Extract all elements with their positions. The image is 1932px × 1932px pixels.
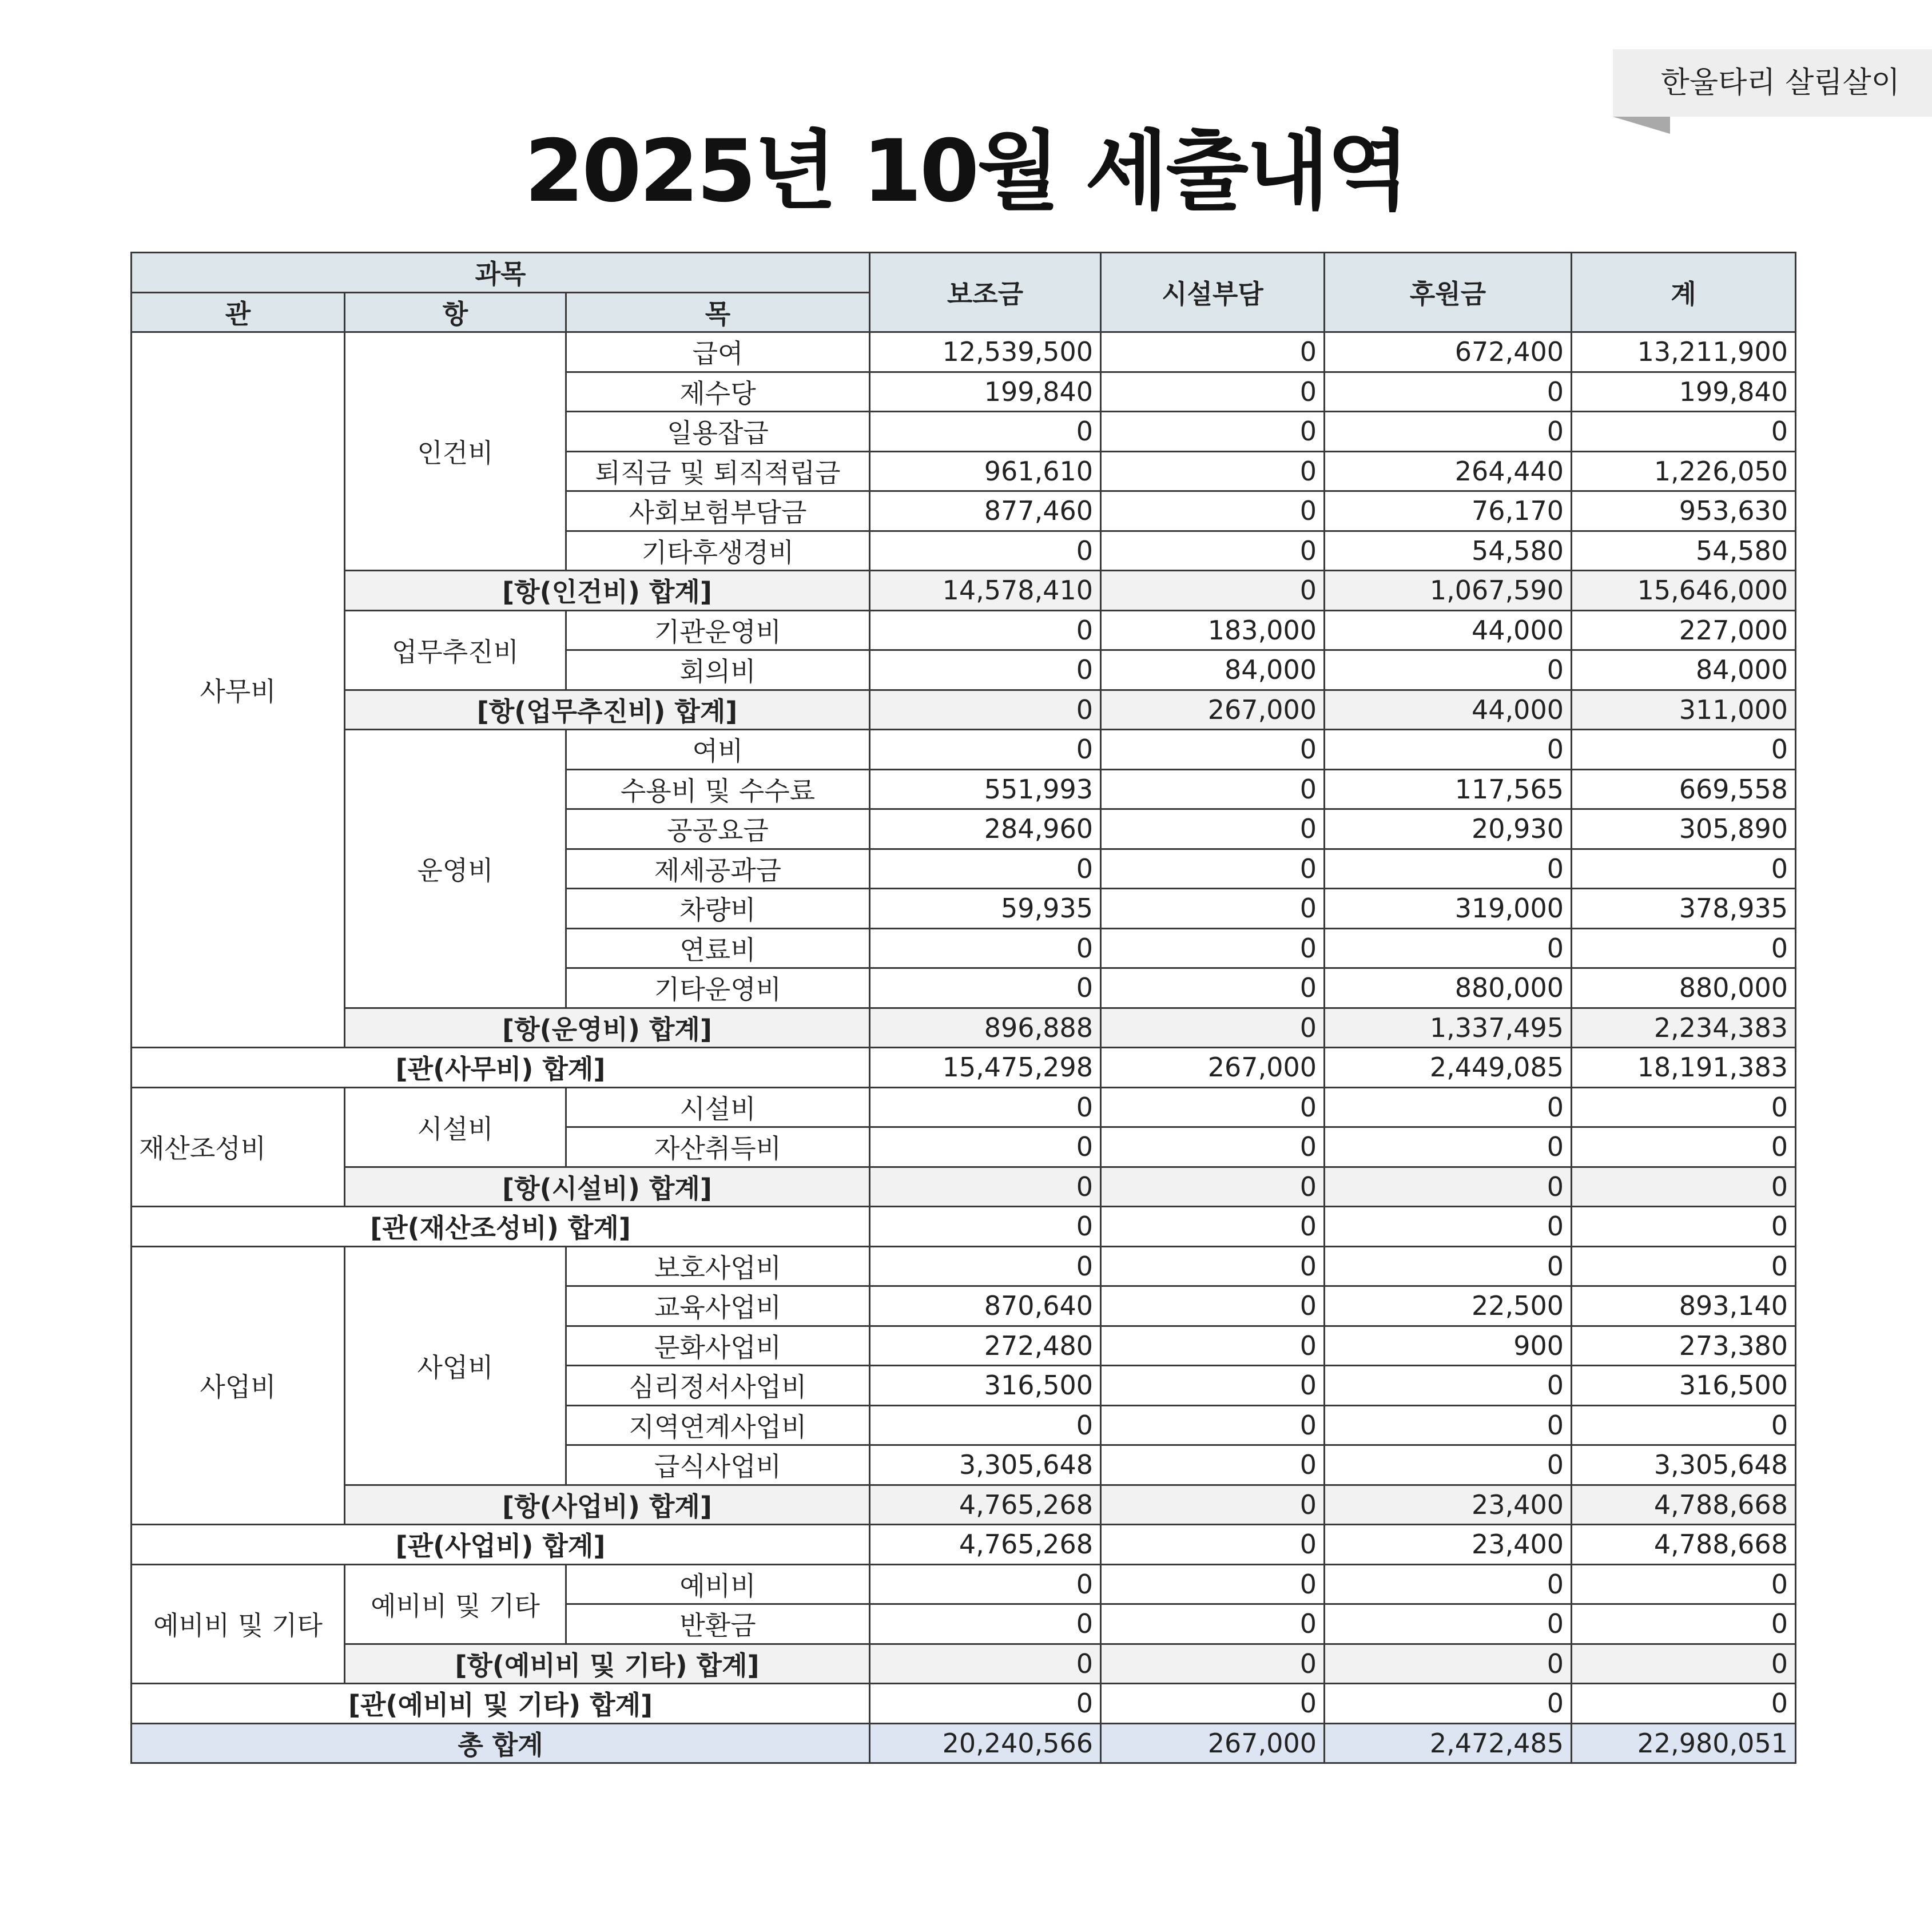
subtotal-row	[132, 690, 1796, 730]
donation-cell: 0	[1325, 928, 1572, 968]
grand-total-label: 총 합계	[132, 1723, 870, 1763]
table-row	[132, 1087, 1796, 1127]
hang-facility: 시설비	[345, 1087, 566, 1167]
header-gwan: 관	[132, 292, 345, 332]
total-cell: 0	[1572, 849, 1796, 889]
total-cell: 880,000	[1572, 968, 1796, 1008]
facility-cell: 0	[1101, 531, 1325, 571]
subsidy-cell: 0	[870, 730, 1101, 770]
subtotal-label: [항(업무추진비) 합계]	[345, 690, 870, 730]
subsidy-cell: 0	[870, 968, 1101, 1008]
facility-cell: 0	[1101, 809, 1325, 849]
facility-cell: 0	[1101, 1644, 1325, 1684]
donation-cell: 880,000	[1325, 968, 1572, 1008]
mok-label: 퇴직금 및 퇴직적립금	[566, 451, 870, 491]
total-cell: 893,140	[1572, 1286, 1796, 1326]
total-cell: 1,226,050	[1572, 451, 1796, 491]
mok-label: 심리정서사업비	[566, 1366, 870, 1406]
mok-label: 회의비	[566, 650, 870, 690]
mok-label: 지역연계사업비	[566, 1405, 870, 1445]
total-cell: 84,000	[1572, 650, 1796, 690]
donation-cell: 0	[1325, 730, 1572, 770]
facility-cell: 0	[1101, 928, 1325, 968]
table-row	[132, 730, 1796, 770]
total-cell: 305,890	[1572, 809, 1796, 849]
group-total-label: [관(재산조성비) 합계]	[132, 1207, 870, 1247]
facility-cell: 0	[1101, 451, 1325, 491]
subsidy-cell: 4,765,268	[870, 1525, 1101, 1565]
facility-cell: 0	[1101, 730, 1325, 770]
group-total-row	[132, 1684, 1796, 1724]
donation-cell: 0	[1325, 372, 1572, 412]
facility-cell: 0	[1101, 1684, 1325, 1724]
donation-cell: 0	[1325, 1127, 1572, 1167]
total-cell: 18,191,383	[1572, 1048, 1796, 1088]
mok-label: 일용잡급	[566, 412, 870, 452]
total-cell: 0	[1572, 1684, 1796, 1724]
facility-cell: 0	[1101, 1207, 1325, 1247]
donation-cell: 0	[1325, 1167, 1572, 1207]
facility-cell: 267,000	[1101, 1048, 1325, 1088]
mok-label: 제수당	[566, 372, 870, 412]
mok-label: 기타운영비	[566, 968, 870, 1008]
subtotal-label: [항(시설비) 합계]	[345, 1167, 870, 1207]
total-cell: 22,980,051	[1572, 1723, 1796, 1763]
hang-operation: 운영비	[345, 730, 566, 1008]
donation-cell: 0	[1325, 1207, 1572, 1247]
donation-cell: 0	[1325, 1684, 1572, 1724]
facility-cell: 0	[1101, 1127, 1325, 1167]
header-donation: 후원금	[1325, 253, 1572, 332]
subsidy-cell: 0	[870, 1087, 1101, 1127]
group-total-label: [관(사무비) 합계]	[132, 1048, 870, 1088]
header-subject: 과목	[132, 253, 870, 293]
facility-cell: 0	[1101, 769, 1325, 809]
mok-label: 기타후생경비	[566, 531, 870, 571]
donation-cell: 22,500	[1325, 1286, 1572, 1326]
donation-cell: 0	[1325, 1405, 1572, 1445]
facility-cell: 0	[1101, 1405, 1325, 1445]
facility-cell: 0	[1101, 1008, 1325, 1048]
total-cell: 13,211,900	[1572, 332, 1796, 372]
donation-cell: 44,000	[1325, 690, 1572, 730]
mok-label: 제세공과금	[566, 849, 870, 889]
subsidy-cell: 0	[870, 412, 1101, 452]
total-cell: 0	[1572, 1167, 1796, 1207]
total-cell: 273,380	[1572, 1326, 1796, 1366]
donation-cell: 23,400	[1325, 1485, 1572, 1525]
facility-cell: 0	[1101, 1485, 1325, 1525]
total-cell: 227,000	[1572, 610, 1796, 650]
hang-personnel: 인건비	[345, 332, 566, 571]
subsidy-cell: 0	[870, 1167, 1101, 1207]
donation-cell: 0	[1325, 650, 1572, 690]
subsidy-cell: 870,640	[870, 1286, 1101, 1326]
subsidy-cell: 199,840	[870, 372, 1101, 412]
subtotal-label: [항(예비비 및 기타) 합계]	[345, 1644, 870, 1684]
table-row	[132, 1246, 1796, 1286]
subsidy-cell: 59,935	[870, 889, 1101, 929]
mok-label: 연료비	[566, 928, 870, 968]
donation-cell: 20,930	[1325, 809, 1572, 849]
subsidy-cell: 896,888	[870, 1008, 1101, 1048]
subsidy-cell: 0	[870, 610, 1101, 650]
donation-cell: 54,580	[1325, 531, 1572, 571]
gwan-property: 재산조성비	[132, 1087, 345, 1207]
total-cell: 199,840	[1572, 372, 1796, 412]
mok-label: 반환금	[566, 1604, 870, 1644]
subtotal-label: [항(인건비) 합계]	[345, 571, 870, 611]
total-cell: 4,788,668	[1572, 1485, 1796, 1525]
mok-label: 사회보험부담금	[566, 491, 870, 531]
donation-cell: 0	[1325, 1445, 1572, 1485]
total-cell: 15,646,000	[1572, 571, 1796, 611]
group-total-row	[132, 1048, 1796, 1088]
total-cell: 669,558	[1572, 769, 1796, 809]
header-total: 계	[1572, 253, 1796, 332]
group-total-row	[132, 1525, 1796, 1565]
facility-cell: 267,000	[1101, 1723, 1325, 1763]
facility-cell: 84,000	[1101, 650, 1325, 690]
donation-cell: 0	[1325, 1564, 1572, 1604]
group-total-row	[132, 1207, 1796, 1247]
donation-cell: 76,170	[1325, 491, 1572, 531]
subsidy-cell: 0	[870, 1644, 1101, 1684]
facility-cell: 0	[1101, 1445, 1325, 1485]
mok-label: 자산취득비	[566, 1127, 870, 1167]
subsidy-cell: 0	[870, 1684, 1101, 1724]
header-hang: 항	[345, 292, 566, 332]
header-mok: 목	[566, 292, 870, 332]
facility-cell: 0	[1101, 332, 1325, 372]
donation-cell: 0	[1325, 1246, 1572, 1286]
mok-label: 차량비	[566, 889, 870, 929]
total-cell: 0	[1572, 1604, 1796, 1644]
subsidy-cell: 0	[870, 849, 1101, 889]
subsidy-cell: 284,960	[870, 809, 1101, 849]
donation-cell: 0	[1325, 1604, 1572, 1644]
subsidy-cell: 272,480	[870, 1326, 1101, 1366]
donation-cell: 900	[1325, 1326, 1572, 1366]
group-total-label: [관(예비비 및 기타) 합계]	[132, 1684, 870, 1724]
facility-cell: 0	[1101, 1087, 1325, 1127]
subsidy-cell: 0	[870, 1405, 1101, 1445]
donation-cell: 1,337,495	[1325, 1008, 1572, 1048]
mok-label: 급여	[566, 332, 870, 372]
donation-cell: 0	[1325, 412, 1572, 452]
donation-cell: 23,400	[1325, 1525, 1572, 1565]
total-cell: 0	[1572, 730, 1796, 770]
subsidy-cell: 12,539,500	[870, 332, 1101, 372]
subsidy-cell: 4,765,268	[870, 1485, 1101, 1525]
donation-cell: 0	[1325, 1087, 1572, 1127]
facility-cell: 0	[1101, 372, 1325, 412]
donation-cell: 2,472,485	[1325, 1723, 1572, 1763]
subsidy-cell: 0	[870, 690, 1101, 730]
donation-cell: 44,000	[1325, 610, 1572, 650]
total-cell: 0	[1572, 1087, 1796, 1127]
donation-cell: 117,565	[1325, 769, 1572, 809]
subsidy-cell: 0	[870, 531, 1101, 571]
mok-label: 시설비	[566, 1087, 870, 1127]
facility-cell: 0	[1101, 1246, 1325, 1286]
subtotal-label: [항(운영비) 합계]	[345, 1008, 870, 1048]
section-badge: 한울타리 살림살이	[1613, 49, 1932, 117]
subsidy-cell: 0	[870, 1127, 1101, 1167]
total-cell: 378,935	[1572, 889, 1796, 929]
facility-cell: 0	[1101, 1604, 1325, 1644]
gwan-office: 사무비	[132, 332, 345, 1048]
header-subsidy: 보조금	[870, 253, 1101, 332]
subsidy-cell: 0	[870, 1604, 1101, 1644]
subsidy-cell: 0	[870, 1564, 1101, 1604]
subtotal-row	[132, 1167, 1796, 1207]
table-row	[132, 610, 1796, 650]
hang-promotion: 업무추진비	[345, 610, 566, 690]
donation-cell: 0	[1325, 1644, 1572, 1684]
mok-label: 예비비	[566, 1564, 870, 1604]
total-cell: 0	[1572, 928, 1796, 968]
subsidy-cell: 20,240,566	[870, 1723, 1101, 1763]
mok-label: 공공요금	[566, 809, 870, 849]
header-facility: 시설부담	[1101, 253, 1325, 332]
subtotal-row	[132, 571, 1796, 611]
grand-total-row	[132, 1723, 1796, 1763]
page-title: 2025년 10월 세출내역	[524, 122, 1408, 221]
subsidy-cell: 551,993	[870, 769, 1101, 809]
facility-cell: 0	[1101, 1286, 1325, 1326]
facility-cell: 0	[1101, 1564, 1325, 1604]
subsidy-cell: 0	[870, 1207, 1101, 1247]
facility-cell: 0	[1101, 1525, 1325, 1565]
subsidy-cell: 961,610	[870, 451, 1101, 491]
donation-cell: 672,400	[1325, 332, 1572, 372]
total-cell: 0	[1572, 1246, 1796, 1286]
facility-cell: 0	[1101, 968, 1325, 1008]
facility-cell: 0	[1101, 1167, 1325, 1207]
total-cell: 0	[1572, 412, 1796, 452]
subsidy-cell: 15,475,298	[870, 1048, 1101, 1088]
total-cell: 0	[1572, 1207, 1796, 1247]
facility-cell: 0	[1101, 889, 1325, 929]
total-cell: 54,580	[1572, 531, 1796, 571]
facility-cell: 0	[1101, 1366, 1325, 1406]
subsidy-cell: 316,500	[870, 1366, 1101, 1406]
mok-label: 보호사업비	[566, 1246, 870, 1286]
subtotal-label: [항(사업비) 합계]	[345, 1485, 870, 1525]
facility-cell: 0	[1101, 571, 1325, 611]
subtotal-row	[132, 1644, 1796, 1684]
group-total-label: [관(사업비) 합계]	[132, 1525, 870, 1565]
mok-label: 문화사업비	[566, 1326, 870, 1366]
hang-business: 사업비	[345, 1246, 566, 1485]
facility-cell: 0	[1101, 1326, 1325, 1366]
total-cell: 0	[1572, 1564, 1796, 1604]
donation-cell: 0	[1325, 849, 1572, 889]
gwan-business: 사업비	[132, 1246, 345, 1525]
table-row	[132, 332, 1796, 372]
facility-cell: 0	[1101, 849, 1325, 889]
total-cell: 0	[1572, 1127, 1796, 1167]
total-cell: 2,234,383	[1572, 1008, 1796, 1048]
total-cell: 953,630	[1572, 491, 1796, 531]
subtotal-row	[132, 1008, 1796, 1048]
mok-label: 교육사업비	[566, 1286, 870, 1326]
donation-cell: 264,440	[1325, 451, 1572, 491]
subsidy-cell: 0	[870, 650, 1101, 690]
subsidy-cell: 3,305,648	[870, 1445, 1101, 1485]
mok-label: 급식사업비	[566, 1445, 870, 1485]
subsidy-cell: 877,460	[870, 491, 1101, 531]
donation-cell: 319,000	[1325, 889, 1572, 929]
facility-cell: 183,000	[1101, 610, 1325, 650]
hang-reserve: 예비비 및 기타	[345, 1564, 566, 1644]
facility-cell: 0	[1101, 491, 1325, 531]
subsidy-cell: 0	[870, 928, 1101, 968]
mok-label: 기관운영비	[566, 610, 870, 650]
total-cell: 0	[1572, 1644, 1796, 1684]
total-cell: 0	[1572, 1405, 1796, 1445]
expenditure-table	[130, 252, 1796, 1764]
mok-label: 여비	[566, 730, 870, 770]
gwan-reserve: 예비비 및 기타	[132, 1564, 345, 1684]
donation-cell: 0	[1325, 1366, 1572, 1406]
total-cell: 3,305,648	[1572, 1445, 1796, 1485]
subsidy-cell: 0	[870, 1246, 1101, 1286]
donation-cell: 1,067,590	[1325, 571, 1572, 611]
facility-cell: 267,000	[1101, 690, 1325, 730]
subtotal-row	[132, 1485, 1796, 1525]
subsidy-cell: 14,578,410	[870, 571, 1101, 611]
mok-label: 수용비 및 수수료	[566, 769, 870, 809]
facility-cell: 0	[1101, 412, 1325, 452]
total-cell: 316,500	[1572, 1366, 1796, 1406]
total-cell: 311,000	[1572, 690, 1796, 730]
table-row	[132, 1564, 1796, 1604]
total-cell: 4,788,668	[1572, 1525, 1796, 1565]
donation-cell: 2,449,085	[1325, 1048, 1572, 1088]
